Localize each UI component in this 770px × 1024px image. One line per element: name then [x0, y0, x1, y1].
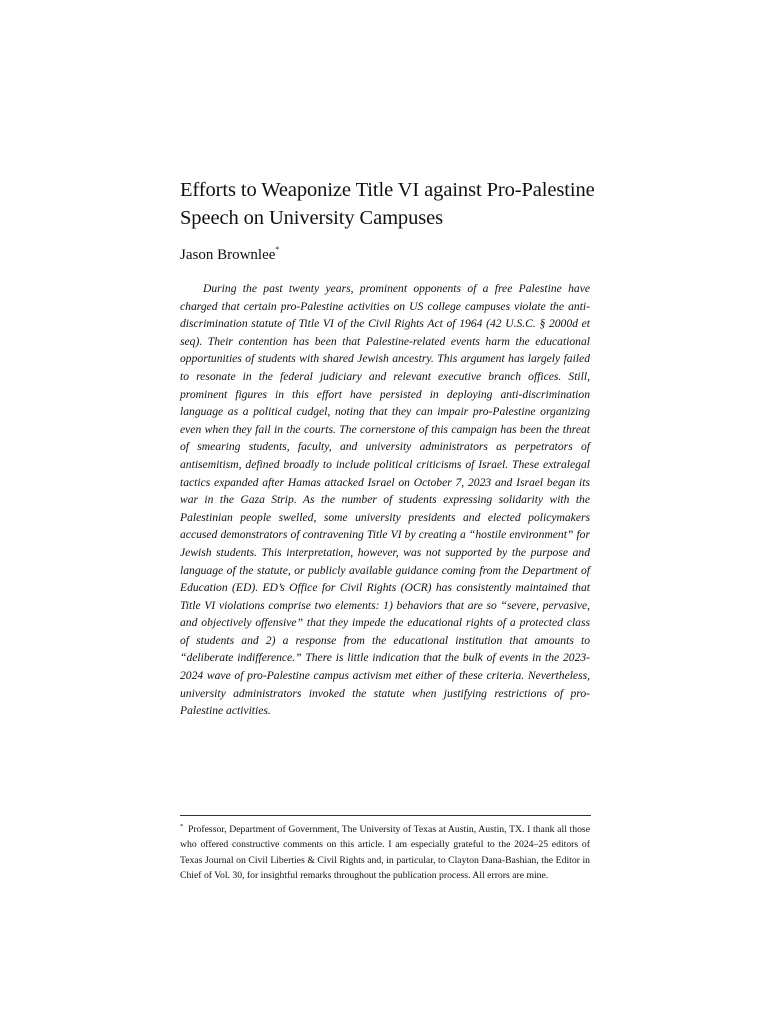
- footnote-mark: *: [180, 823, 184, 830]
- article-title-text: Efforts to Weaponize Title VI against Pro-Palestine Speech on University Campuses: [180, 179, 595, 229]
- footnote-divider: [180, 815, 591, 816]
- footnote: [180, 822, 590, 883]
- abstract: During the past twenty years, prominent opponents of a free Palestine have charged that certain pro-Palestine activities on US college campuses violate the anti-discrimination statute of Title VI of the Civil Rights Act of 1964 (42 U.S.C. § 2000d et seq). Their contention has been that Palestine-related events harm the educational opportunities of students with shared Jewish ancestry. This argument has largely failed to resonate in the federal judiciary and relevant executive branch offices. Still, prominent figures in this effort have persisted in deploying anti-discrimination language as a political cudgel, noting that they can impair pro-Palestine organizing even when they fail in the courts. The cornerstone of this campaign has been the threat of smearing students, faculty, and university administrators as perpetrators of antisemitism, defined broadly to include political criticisms of Israel. These extralegal tactics expanded after Hamas attacked Israel on October 7, 2023 and Israel began its war in the Gaza Strip. As the number of students expressing solidarity with the Palestinian people swelled, some university presidents and elected policymakers accused demonstrators of contravening Title VI by creating a “hostile environment” for Jewish students. This interpretation, however, was not supported by the purpose and language of the statute, or publicly available guidance coming from the Department of Education (ED). ED’s Office for Civil Rights (OCR) has consistently maintained that Title VI violations comprise two elements: 1) behaviors that are so “severe, pervasive, and objectively offensive” that they impede the educational rights of a protected class of students and 2) a response from the educational institution that amounts to “deliberate indifference.” There is little indication that the bulk of events in the 2023-2024 wave of pro-Palestine campus activism met either of these criteria. Nevertheless, university administrators invoked the statute when justifying restrictions of pro-Palestine activities.: [180, 282, 590, 718]
- author-footnote-mark[interactable]: *: [275, 245, 280, 254]
- article-title: [180, 176, 600, 232]
- author-line: [180, 245, 279, 265]
- footnote-text: Professor, Department of Government, The University of Texas at Austin, Austin, TX. I thank all those who offered constructive comments on this article. I am especially grateful to the 2024–25 editors of Texas Journal on Civil Liberties & Civil Rights and, in particular, to Clayton Dana-Bashian, the Editor in Chief of Vol. 30, for insightful remarks throughout the publication process. All errors are mine.: [180, 824, 590, 881]
- author-name: Jason Brownlee: [180, 247, 276, 263]
